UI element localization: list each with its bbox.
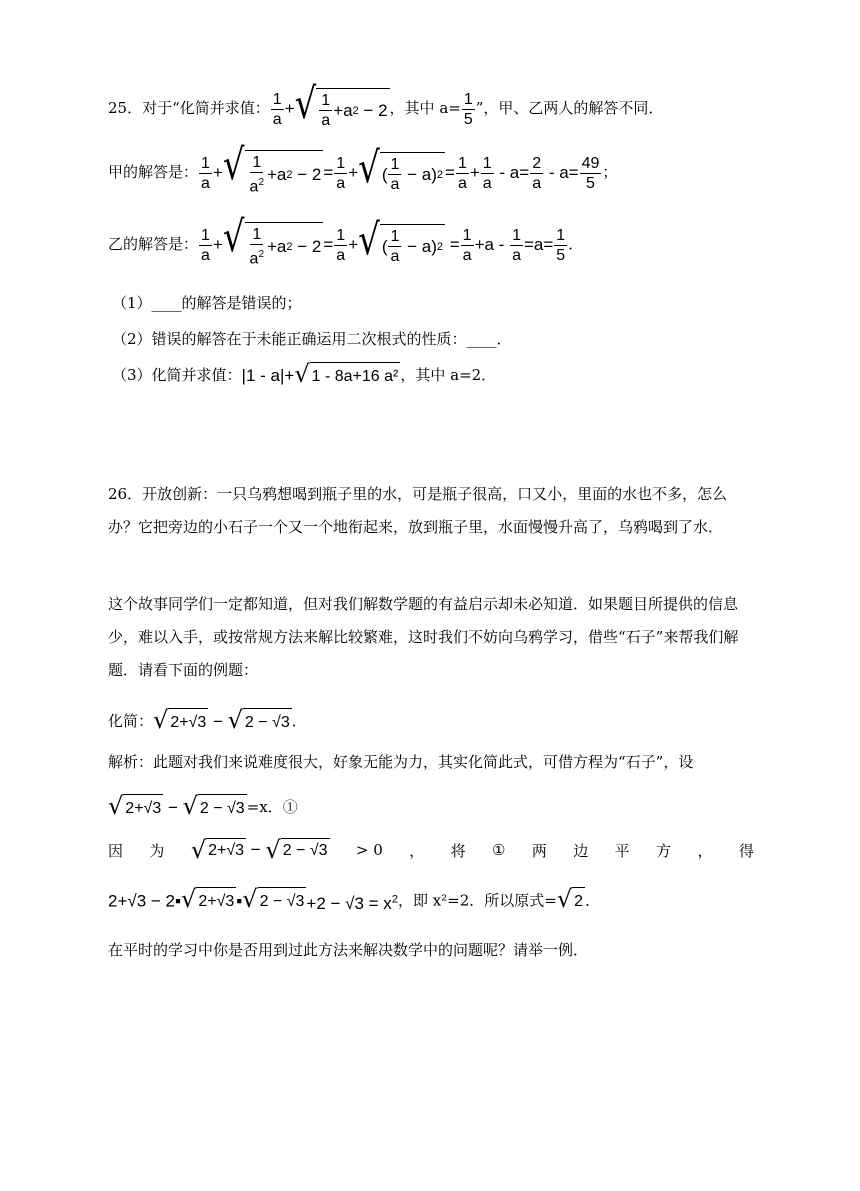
q26-squared-line: 2+√3 − 2▪ √ 2+√3 ▪ √ 2 − √3 $+2 - √3 = x^2$，即 x²=2．所以原式= √ 2 ． <box>108 885 601 914</box>
because-word: 得 <box>738 841 754 860</box>
because-word: 方 <box>656 841 672 860</box>
because-word: 两 <box>531 841 547 860</box>
jia-solution: 甲的解答是： $\frac{1}{a}$ + √ $\frac{1}{a^2}$ +a 2 − 2 = $\frac{1}{a}$ + √ ( $\frac{1}{a}$ − a) 2 = $\frac{1}{a}$ + $\frac{1}{a}$ - a= $\frac{2}{a}$ - a= $\frac{49}{5}$ ； <box>108 140 618 196</box>
q25-sub1: （1）____的解答是错误的； <box>112 294 302 312</box>
jia-label: 甲的解答是： <box>108 163 199 182</box>
sub3-tail: ，其中 a=2． <box>400 366 497 384</box>
yi-label: 乙的解答是： <box>108 235 199 254</box>
q25-intro: 25．对于“化简并求值： $\frac{1}{a}$ + √ $\frac{1}{a}$ +a 2 − 2 ，其中 a= $\frac{1}{5}$ ”，甲、乙两人的解答不同． <box>108 79 664 129</box>
because-word: 为 <box>149 841 165 860</box>
q26-eq1: √ 2+√3 − √ 2 − √3 =x．① <box>108 792 298 820</box>
fraction-1-over-a: $\frac{1}{a}$ <box>272 90 282 128</box>
eq1-tail: =x．① <box>246 798 298 816</box>
q25-intro-mid: ，其中 a= <box>389 99 461 117</box>
q25-intro-end: ”，甲、乙两人的解答不同． <box>475 99 664 117</box>
because-word: 因 <box>108 841 124 860</box>
q25-sub3 <box>112 362 496 390</box>
q26-final-question: 在平时的学习中你是否用到过此方法来解决数学中的问题呢？请举一例． <box>108 941 589 959</box>
because-expr: √ 2+√3 − √ 2 − √3 <box>190 836 328 864</box>
q26-because-line <box>108 838 754 862</box>
sub3-label: （3）化简并求值： <box>112 366 242 384</box>
q26-analysis: 解析：此题对我们来说难度很大，好象无能为力，其实化简此式，可借方程为“石子”，设 <box>108 753 694 771</box>
fraction-1-over-5: $\frac{1}{5}$ <box>463 90 473 128</box>
yi-solution: 乙的解答是： $\frac{1}{a}$ + √ $\frac{1}{a^2}$ +a 2 − 2 = $\frac{1}{a}$ + √ ( $\frac{1}{a}$ − a) 2 = $\frac{1}{a}$ +a - $\frac{1}{a}$ =a= $\frac{1}{5}$ ． <box>108 212 584 268</box>
q26-simplify: 化简： √ 2+√3 − √ 2 − √3 ． <box>108 706 307 734</box>
because-word: 边 <box>573 841 589 860</box>
radical-expr: √ $\frac{1}{a}$ +a 2 − 2 <box>294 79 388 129</box>
because-word: > 0 <box>355 841 383 859</box>
because-word: 将 <box>450 841 466 860</box>
q26-p2: 这个故事同学们一定都知道，但对我们解数学题的有益启示却未必知道．如果题目所提供的信息少，难以入手，或按常规方法来解比较繁难，这时我们不妨向乌鸦学习，借些“石子”来帮我们解题．请看下面的例题： <box>108 595 739 679</box>
because-word: ， <box>697 841 713 860</box>
q25-intro-text: 25．对于“化简并求值： <box>108 99 270 117</box>
abs-expr: |1 - a|+ <box>241 366 295 385</box>
radical-sub3: √ 1 - 8a+16 a² <box>294 360 399 388</box>
because-word: ① <box>492 841 506 859</box>
q25-sub2: （2）错误的解答在于未能正确运用二次根式的性质：____． <box>112 330 512 348</box>
because-word: 平 <box>614 841 630 860</box>
squared-tail: ，即 x²=2．所以原式= <box>397 891 557 910</box>
q26-p1: 26．开放创新：一只乌鸦想喝到瓶子里的水，可是瓶子很高，口又小，里面的水也不多，怎么办？它把旁边的小石子一个又一个地衔起来，放到瓶子里，水面慢慢升高了，乌鸦喝到了水． <box>108 485 728 536</box>
because-word: ， <box>409 841 425 860</box>
simplify-label: 化简： <box>108 712 154 730</box>
